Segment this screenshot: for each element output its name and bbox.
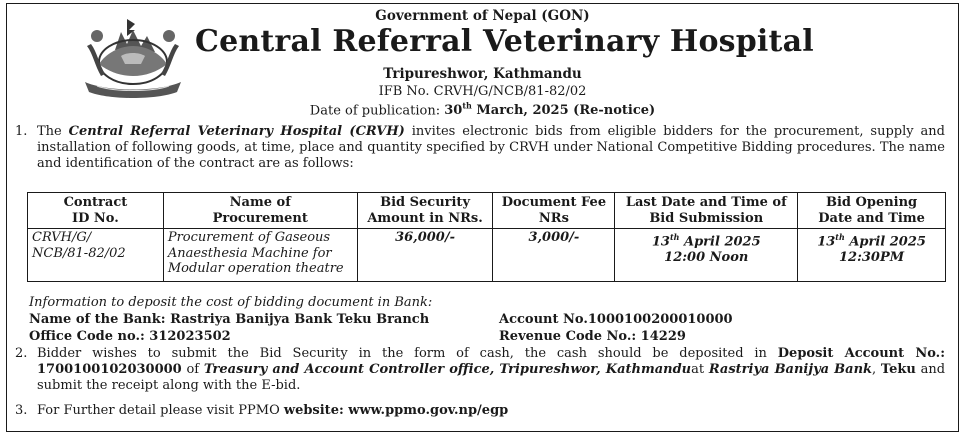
para2-post: and submit the receipt along with the E-bid. — [37, 362, 946, 394]
para2-at: at — [691, 362, 709, 378]
cell-day: 13 — [817, 234, 836, 250]
paragraph-3-text — [37, 403, 945, 419]
pub-day-suffix: th — [462, 101, 472, 111]
cell-date-rest: April 2025 — [679, 234, 761, 250]
office-code: Office Code no.: 312023502 — [29, 329, 231, 344]
paragraph-number: 3. — [15, 403, 28, 418]
para1-post: invites electronic bids from eligible bidders for the procurement, supply and installation of following goods, at time, place and quantity specified by CRVH under National Competitive Bidding procedures. The name and identification of the contract are as follows: — [37, 124, 945, 172]
header-line: Bid Opening — [825, 195, 918, 210]
treasury-office: Treasury and Account Controller office, Tripureshwor, Kathmandu — [203, 362, 692, 378]
cell-last-date — [615, 229, 798, 282]
ppmo-website-link[interactable]: website: www.ppmo.gov.np/egp — [283, 403, 509, 418]
account-number: Account No.1000100200010000 — [499, 312, 733, 327]
header-line: Document Fee — [501, 195, 607, 210]
paragraph-number: 1. — [15, 124, 28, 139]
header-line: Amount in NRs. — [367, 210, 483, 226]
contract-table — [27, 192, 946, 282]
cell-procurement — [163, 229, 357, 282]
cell-bid-opening — [798, 229, 946, 282]
hospital-title: Central Referral Veterinary Hospital — [195, 24, 814, 59]
para1-pre: The — [37, 124, 69, 139]
cell-time: 12:30PM — [838, 249, 905, 265]
cell-contract-id — [28, 229, 164, 282]
ifb-number: IFB No. CRVH/G/NCB/81-82/02 — [378, 84, 587, 99]
bank-name: Name of the Bank: Rastriya Banijya Bank Teku Branch — [29, 312, 430, 327]
publication-date — [7, 101, 958, 118]
header-line: ID No. — [72, 210, 119, 226]
cell-line: Procurement of Gaseous — [167, 230, 331, 245]
header-bid-opening — [798, 193, 946, 229]
para2-comma: , — [872, 362, 881, 378]
deposit-account: Deposit Account No.: 1700100102030000 — [37, 346, 945, 378]
para2-bank: Rastriya Banijya Bank — [708, 362, 873, 378]
header-line: Date and Time — [818, 210, 925, 226]
header-document-fee — [493, 193, 615, 229]
revenue-code: Revenue Code No.: 14229 — [499, 329, 686, 344]
government-label: Government of Nepal (GON) — [375, 8, 590, 24]
cell-time: 12:00 Noon — [664, 249, 749, 265]
cell-line: Modular operation theatre — [167, 261, 344, 276]
header-line: Contract — [63, 195, 128, 210]
pub-date-value — [444, 103, 655, 118]
cell-document-fee: 3,000/- — [493, 229, 615, 282]
cell-line: NCB/81-82/02 — [32, 245, 126, 261]
pub-date-rest: March, 2025 (Re-notice) — [471, 103, 656, 119]
header-contract-id — [28, 193, 164, 229]
header-bid-security — [357, 193, 493, 229]
table-header-row — [28, 193, 946, 229]
paragraph-3 — [15, 403, 945, 419]
paragraph-2-text — [37, 346, 945, 395]
location-label: Tripureshwor, Kathmandu — [383, 66, 582, 82]
header-line: NRs — [538, 210, 569, 226]
cell-bid-security: 36,000/- — [357, 229, 493, 282]
cell-day: 13 — [651, 234, 670, 250]
pub-day: 30 — [444, 103, 463, 119]
bank-info-heading: Information to deposit the cost of bidding document in Bank: — [29, 295, 433, 310]
paragraph-1-text — [37, 124, 945, 173]
header-line: Name of — [229, 195, 291, 210]
para1-hospital-name: Central Referral Veterinary Hospital (CRVH) — [68, 124, 405, 139]
header-line: Bid Security — [380, 195, 470, 210]
teku-label: Teku — [880, 362, 916, 378]
pub-date-label: Date of publication: — [309, 103, 445, 119]
cell-line: CRVH/G/ — [32, 230, 92, 245]
header-last-date — [615, 193, 798, 229]
cell-line: Anaesthesia Machine for — [167, 245, 332, 261]
header-procurement — [163, 193, 357, 229]
cell-day-suffix: th — [669, 232, 680, 242]
para2-mid: of — [181, 362, 204, 378]
header-line: Last Date and Time of — [625, 195, 787, 210]
paragraph-2 — [15, 346, 945, 395]
para3-pre: For Further detail please visit PPMO — [37, 403, 284, 418]
table-row — [28, 229, 946, 282]
notice-frame — [6, 3, 959, 432]
paragraph-1 — [15, 124, 945, 173]
header-line: Procurement — [212, 210, 308, 226]
cell-date-rest: April 2025 — [844, 234, 926, 250]
cell-day-suffix: th — [835, 232, 845, 242]
paragraph-number: 2. — [15, 346, 28, 361]
header-line: Bid Submission — [649, 210, 764, 226]
para2-pre: Bidder wishes to submit the Bid Security in the form of cash, the cash should be deposited in — [37, 346, 778, 361]
